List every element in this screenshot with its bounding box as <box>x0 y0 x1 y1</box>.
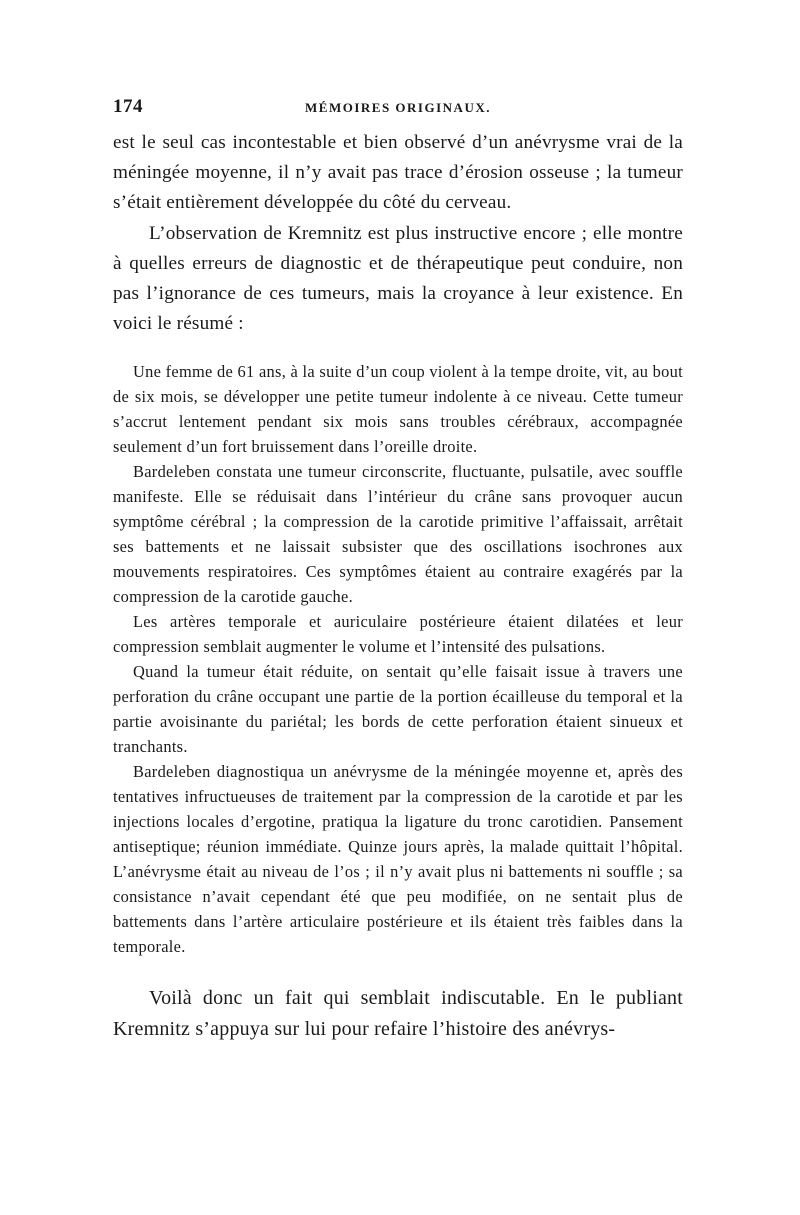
body-paragraph-2: L’observation de Kremnitz est plus instructive encore ; elle montre à quelles erreurs de diagnostic et de thérapeutique peut conduire, non pas l’ignorance de ces tumeurs, mais la croyance à leur existence. En voici le résumé : <box>113 222 683 335</box>
case-paragraph-3: Les artères temporale et auriculaire postérieure étaient dilatées et leur compression semblait augmenter le volume et l’intensité des pulsations. <box>113 612 683 657</box>
case-paragraph-5: Bardeleben diagnostiqua un anévrysme de la méningée moyenne et, après des tentatives infructueuses de traitement par la compression de la carotide et par les injections locales d’ergotine, pratiqua la ligature du tronc carotidien. Pansement antiseptique; réunion immédiate. Quinze jours après, la malade quittait l’hôpital. L’anévrysme était au niveau de l’os ; il n’y avait plus ni battements ni souffle ; sa consistance n’avait cependant été que peu modifiée, on ne sentait plus de battements dans l’artère articulaire postérieure et ils étaient très faibles dans la temporale. <box>113 762 683 957</box>
case-paragraph-2: Bardeleben constata une tumeur circonscrite, fluctuante, pulsatile, avec souffle manifeste. Elle se réduisait dans l’intérieur du crâne sans provoquer aucun symptôme cérébral ; la compression de la carotide primitive l’affaissait, arrêtait ses battements et ne laissait subsister que des oscillations isochrones aux mouvements respiratoires. Ces symptômes étaient au contraire exagérés par la compression de la carotide gauche. <box>113 462 683 607</box>
page-header <box>113 96 683 120</box>
case-paragraph-4: Quand la tumeur était réduite, on sentait qu’elle faisait issue à travers une perforation du crâne occupant une partie de la portion écailleuse du temporal et la partie avoisinante du pariétal; les bords de cette perforation étaient sinueux et tranchants. <box>113 662 683 757</box>
closing-paragraph: Voilà donc un fait qui semblait indiscutable. En le publiant Kremnitz s’appuya sur lui pour refaire l’histoire des anévrys- <box>113 987 683 1041</box>
running-title: MÉMOIRES ORIGINAUX. <box>305 100 491 115</box>
case-summary <box>113 359 683 959</box>
closing-section <box>113 983 683 1045</box>
book-page <box>113 96 683 1045</box>
body-paragraph-1: est le seul cas incontestable et bien observé d’un anévrysme vrai de la méningée moyenne, il n’y avait pas trace d’érosion osseuse ; la tumeur s’était entièrement développée du côté du cerveau. <box>113 132 683 214</box>
page-number: 174 <box>113 96 143 117</box>
case-paragraph-1: Une femme de 61 ans, à la suite d’un coup violent à la tempe droite, vit, au bout de six mois, se développer une petite tumeur indolente à ce niveau. Cette tumeur s’accrut lentement pendant six mois sans troubles cérébraux, accompagnée seulement d’un fort bruissement dans l’oreille droite. <box>113 362 683 457</box>
